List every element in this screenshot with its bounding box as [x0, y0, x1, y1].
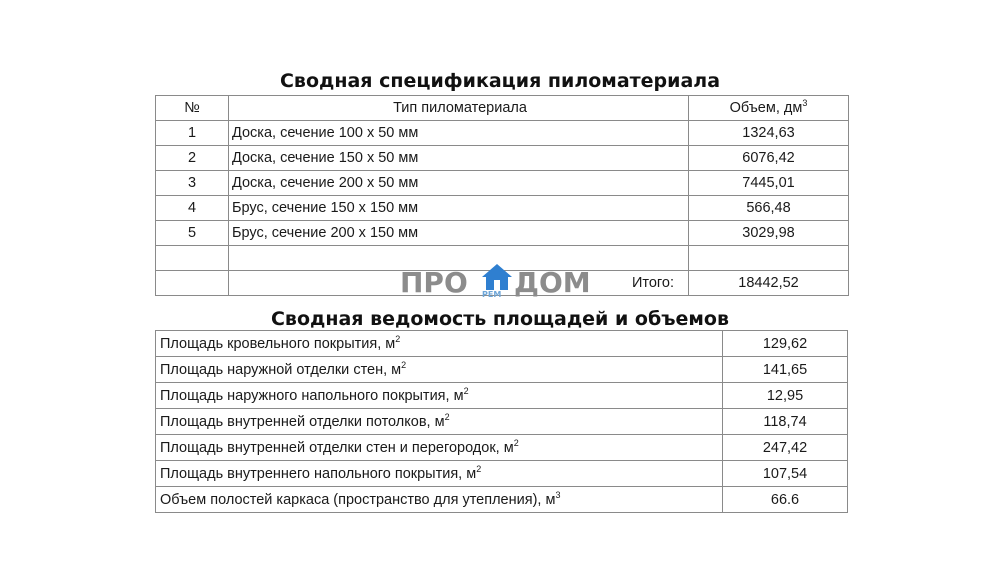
table-row	[156, 461, 848, 487]
logo-word-2: ДОМ	[514, 266, 591, 299]
row-num: 4	[156, 196, 229, 221]
row-value: 118,74	[723, 409, 848, 435]
logo-word-1: ПРО	[400, 266, 468, 299]
row-label-text: Площадь кровельного покрытия, м	[160, 335, 396, 352]
row-num: 1	[156, 121, 229, 146]
row-label	[156, 383, 723, 409]
row-type: Доска, сечение 150 х 50 мм	[229, 146, 689, 171]
row-volume: 3029,98	[689, 221, 849, 246]
unit-sup: 2	[444, 411, 450, 422]
row-label	[156, 435, 723, 461]
unit-sup: 2	[401, 359, 407, 370]
row-label-text: Площадь наружной отделки стен, м	[160, 361, 402, 378]
total-label: Итого:	[229, 271, 689, 296]
row-label	[156, 461, 723, 487]
empty-cell	[156, 271, 229, 296]
row-value: 129,62	[723, 331, 848, 357]
row-label	[156, 357, 723, 383]
watermark-logo	[400, 266, 600, 300]
logo-small-text: РЕМ	[482, 290, 502, 299]
table-row	[156, 171, 849, 196]
row-volume: 6076,42	[689, 146, 849, 171]
empty-cell	[156, 246, 229, 271]
header-volume-label: Объем, дм	[729, 100, 803, 116]
table-row	[156, 196, 849, 221]
header-type: Тип пиломатериала	[229, 96, 689, 121]
row-type: Доска, сечение 100 х 50 мм	[229, 121, 689, 146]
unit-sup: 2	[463, 385, 469, 396]
table-row	[156, 357, 848, 383]
empty-cell	[689, 246, 849, 271]
row-value: 66.6	[723, 487, 848, 513]
table-row	[156, 487, 848, 513]
header-num: №	[156, 96, 229, 121]
row-type: Брус, сечение 200 х 150 мм	[229, 221, 689, 246]
areas-title: Сводная ведомость площадей и объемов	[270, 308, 730, 330]
row-label-text: Объем полостей каркаса (пространство для утепления), м	[160, 491, 556, 508]
table-row	[156, 121, 849, 146]
table-row	[156, 383, 848, 409]
row-value: 247,42	[723, 435, 848, 461]
row-num: 5	[156, 221, 229, 246]
row-volume: 7445,01	[689, 171, 849, 196]
row-label	[156, 487, 723, 513]
unit-sup: 2	[476, 463, 482, 474]
row-type: Доска, сечение 200 х 50 мм	[229, 171, 689, 196]
row-type: Брус, сечение 150 х 150 мм	[229, 196, 689, 221]
table-row	[156, 221, 849, 246]
row-label	[156, 409, 723, 435]
row-label	[156, 331, 723, 357]
unit-sup: 3	[555, 489, 561, 500]
table-row	[156, 331, 848, 357]
row-volume: 1324,63	[689, 121, 849, 146]
row-value: 141,65	[723, 357, 848, 383]
areas-table	[155, 330, 848, 513]
row-num: 2	[156, 146, 229, 171]
row-num: 3	[156, 171, 229, 196]
table-row	[156, 409, 848, 435]
row-label-text: Площадь наружного напольного покрытия, м	[160, 387, 464, 404]
unit-sup: 2	[395, 333, 401, 344]
header-volume-unit-sup: 3	[802, 98, 808, 109]
unit-sup: 2	[513, 437, 519, 448]
spec-title: Сводная спецификация пиломатериала	[279, 70, 721, 92]
table-header-row	[156, 96, 849, 121]
table-row	[156, 146, 849, 171]
row-value: 107,54	[723, 461, 848, 487]
table-row	[156, 435, 848, 461]
header-volume	[689, 96, 849, 121]
row-label-text: Площадь внутренней отделки потолков, м	[160, 413, 445, 430]
total-value: 18442,52	[689, 271, 849, 296]
row-label-text: Площадь внутреннего напольного покрытия, м	[160, 465, 477, 482]
row-value: 12,95	[723, 383, 848, 409]
row-volume: 566,48	[689, 196, 849, 221]
row-label-text: Площадь внутренней отделки стен и перегородок, м	[160, 439, 514, 456]
